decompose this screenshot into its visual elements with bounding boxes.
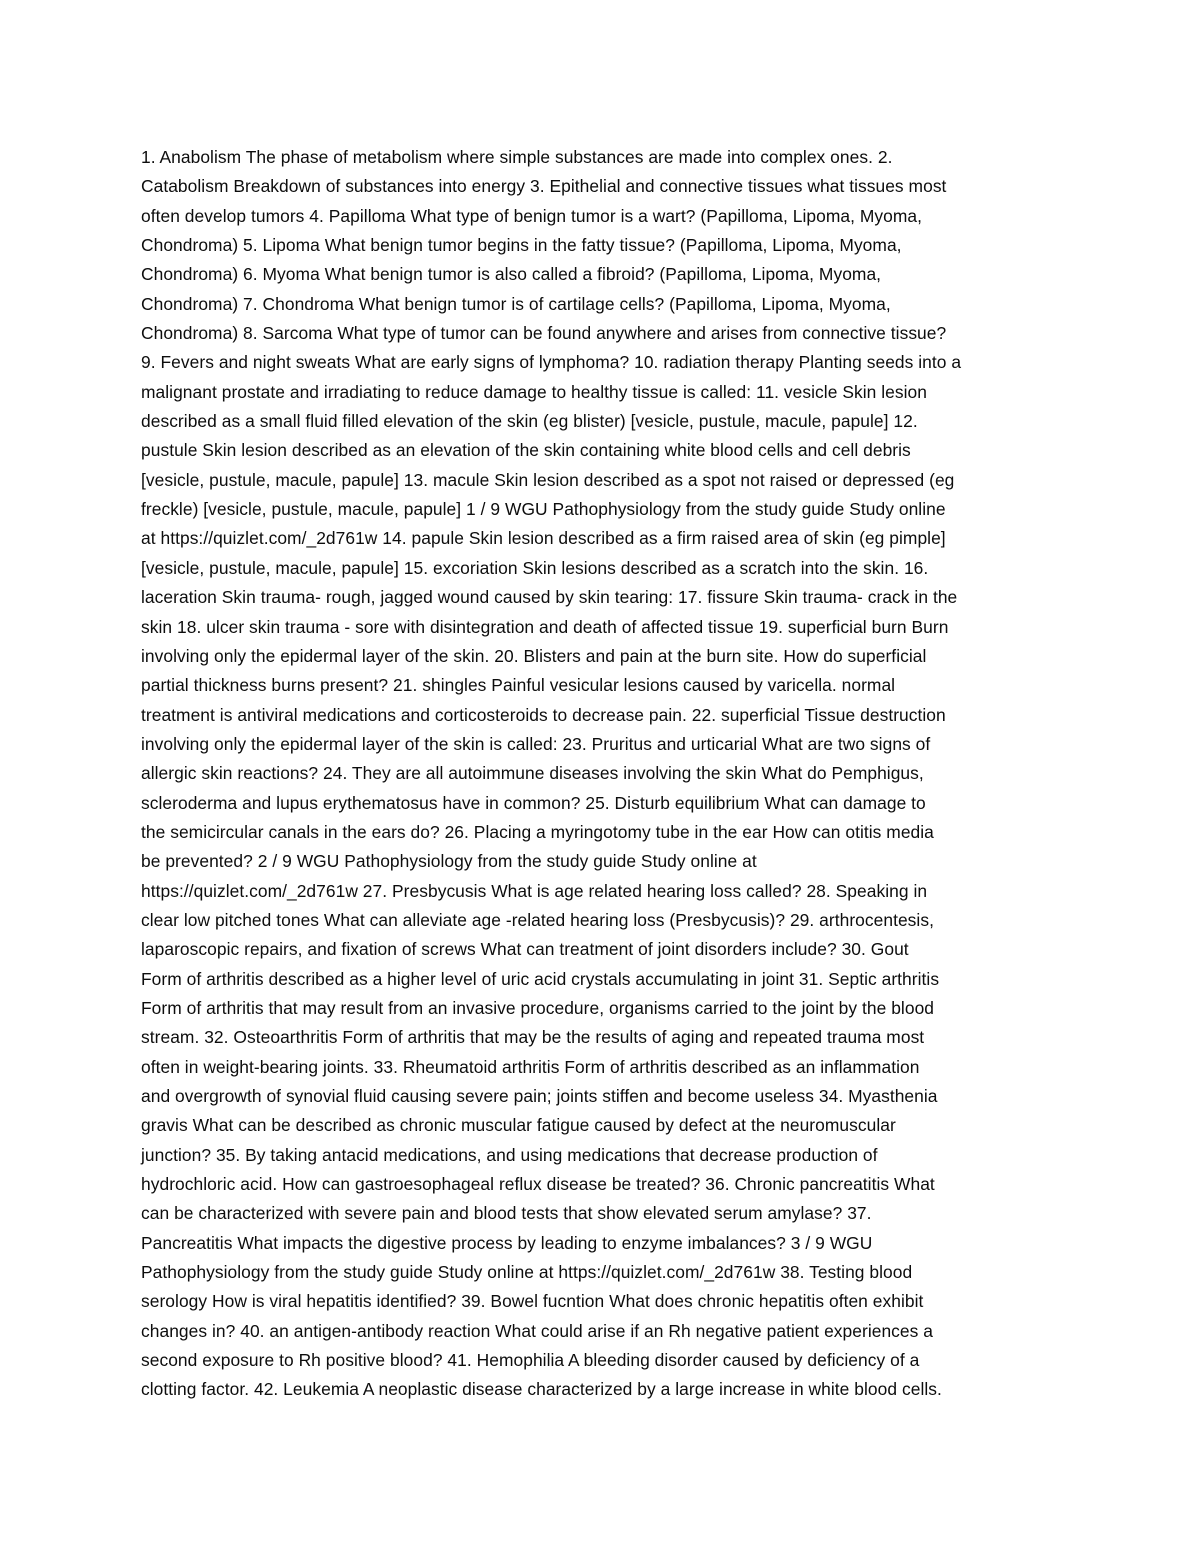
- text-line: partial thickness burns present? 21. shingles Painful vesicular lesions caused by varicella. normal: [141, 675, 896, 696]
- text-line: pustule Skin lesion described as an elevation of the skin containing white blood cells and cell debris: [141, 440, 911, 461]
- text-line: hydrochloric acid. How can gastroesophageal reflux disease be treated? 36. Chronic pancreatitis What: [141, 1174, 935, 1195]
- text-line: Chondroma) 7. Chondroma What benign tumor is of cartilage cells? (Papilloma, Lipoma, Myoma,: [141, 293, 891, 314]
- text-line: freckle) [vesicle, pustule, macule, papule] 1 / 9 WGU Pathophysiology from the study guide Study online: [141, 499, 946, 520]
- text-line: serology How is viral hepatitis identified? 39. Bowel fucntion What does chronic hepatitis often exhibit: [141, 1291, 924, 1312]
- text-line: changes in? 40. an antigen-antibody reaction What could arise if an Rh negative patient experiences a: [141, 1320, 934, 1341]
- text-line: Catabolism Breakdown of substances into energy 3. Epithelial and connective tissues what tissues most: [141, 176, 947, 197]
- text-line: malignant prostate and irradiating to reduce damage to healthy tissue is called: 11. vesicle Skin lesion: [141, 381, 927, 402]
- text-line: https://quizlet.com/_2d761w 27. Presbycusis What is age related hearing loss called? 28. Speaking in: [141, 880, 928, 901]
- text-line: described as a small fluid filled elevation of the skin (eg blister) [vesicle, pustule, macule, papule] 12.: [141, 411, 918, 432]
- text-line: Chondroma) 6. Myoma What benign tumor is also called a fibroid? (Papilloma, Lipoma, Myoma,: [141, 264, 882, 285]
- text-line: [vesicle, pustule, macule, papule] 15. excoriation Skin lesions described as a scratch into the skin. 16.: [141, 557, 929, 578]
- text-line: Form of arthritis described as a higher level of uric acid crystals accumulating in joint 31. Septic arthritis: [141, 968, 940, 989]
- text-line: clotting factor. 42. Leukemia A neoplastic disease characterized by a large increase in white blood cells.: [141, 1379, 942, 1400]
- text-line: scleroderma and lupus erythematosus have in common? 25. Disturb equilibrium What can damage to: [141, 792, 926, 813]
- text-line: skin 18. ulcer skin trauma - sore with disintegration and death of affected tissue 19. superficial burn Burn: [141, 616, 949, 637]
- text-line: treatment is antiviral medications and corticosteroids to decrease pain. 22. superficial Tissue destruction: [141, 704, 946, 725]
- text-line: 1. Anabolism The phase of metabolism where simple substances are made into complex ones. 2.: [141, 147, 893, 167]
- text-line: and overgrowth of synovial fluid causing severe pain; joints stiffen and become useless 34. Myasthenia: [141, 1086, 938, 1106]
- text-line: at https://quizlet.com/_2d761w 14. papule Skin lesion described as a firm raised area of skin (eg pimple]: [141, 528, 946, 549]
- text-line: laceration Skin trauma- rough, jagged wound caused by skin tearing: 17. fissure Skin trauma- crack in the: [141, 587, 958, 608]
- text-line: often develop tumors 4. Papilloma What type of benign tumor is a wart? (Papilloma, Lipoma, Myoma,: [141, 205, 923, 226]
- text-line: clear low pitched tones What can alleviate age -related hearing loss (Presbycusis)? 29. arthrocentesis,: [141, 909, 934, 930]
- text-line: involving only the epidermal layer of the skin is called: 23. Pruritus and urticarial What are two signs of: [141, 733, 931, 754]
- body-text: [141, 143, 1066, 1405]
- text-line: Form of arthritis that may result from an invasive procedure, organisms carried to the joint by the blood: [141, 997, 935, 1018]
- text-line: junction? 35. By taking antacid medications, and using medications that decrease production of: [141, 1144, 878, 1165]
- text-line: allergic skin reactions? 24. They are all autoimmune diseases involving the skin What do Pemphigus,: [141, 763, 924, 784]
- text-line: be prevented? 2 / 9 WGU Pathophysiology from the study guide Study online at: [141, 851, 757, 872]
- text-line: 9. Fevers and night sweats What are early signs of lymphoma? 10. radiation therapy Planting seeds into a: [141, 352, 962, 373]
- text-line: [vesicle, pustule, macule, papule] 13. macule Skin lesion described as a spot not raised or depressed (eg: [141, 469, 955, 490]
- text-line: Pathophysiology from the study guide Study online at https://quizlet.com/_2d761w 38. Testing blood: [141, 1262, 913, 1283]
- text-line: Chondroma) 8. Sarcoma What type of tumor can be found anywhere and arises from connective tissue?: [141, 323, 947, 344]
- text-line: the semicircular canals in the ears do? 26. Placing a myringotomy tube in the ear How can otitis media: [141, 821, 934, 842]
- text-line: Chondroma) 5. Lipoma What benign tumor begins in the fatty tissue? (Papilloma, Lipoma, Myoma,: [141, 235, 902, 256]
- text-line: second exposure to Rh positive blood? 41. Hemophilia A bleeding disorder caused by deficiency of a: [141, 1350, 920, 1371]
- text-line: can be characterized with severe pain and blood tests that show elevated serum amylase? 37.: [141, 1203, 872, 1224]
- text-line: involving only the epidermal layer of the skin. 20. Blisters and pain at the burn site. How do superficial: [141, 645, 927, 666]
- text-line: Pancreatitis What impacts the digestive process by leading to enzyme imbalances? 3 / 9 WGU: [141, 1232, 873, 1253]
- text-line: often in weight-bearing joints. 33. Rheumatoid arthritis Form of arthritis described as an inflammation: [141, 1056, 920, 1077]
- text-line: laparoscopic repairs, and fixation of screws What can treatment of joint disorders include? 30. Gout: [141, 939, 909, 960]
- text-line: gravis What can be described as chronic muscular fatigue caused by defect at the neuromuscular: [141, 1115, 896, 1136]
- text-line: stream. 32. Osteoarthritis Form of arthritis that may be the results of aging and repeated trauma most: [141, 1027, 925, 1048]
